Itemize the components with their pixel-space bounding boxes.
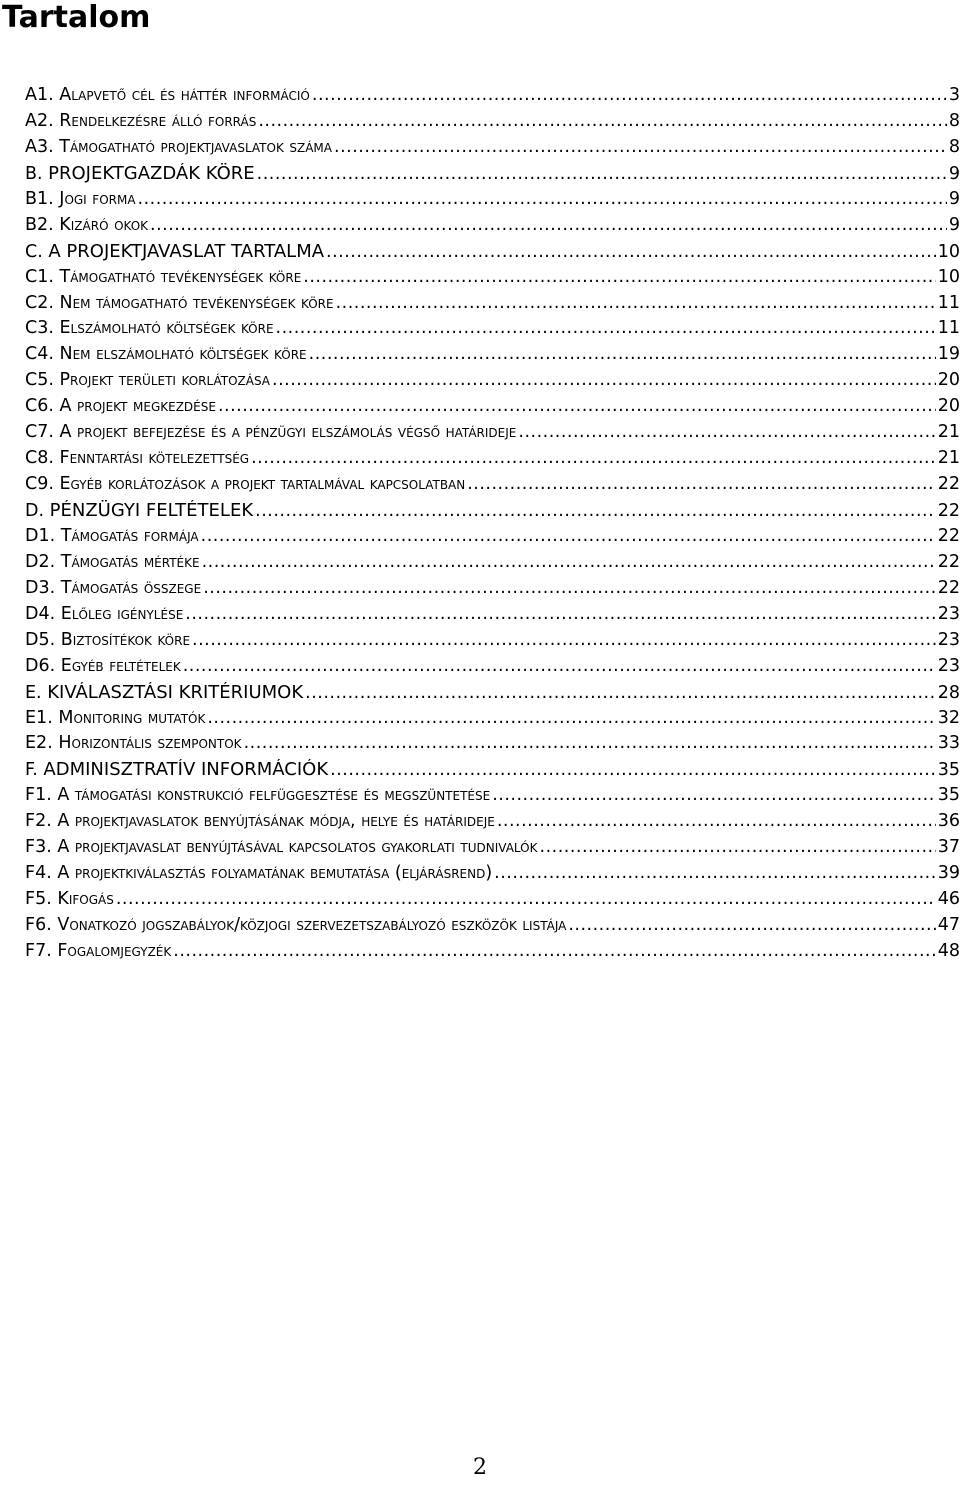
toc-entry-number: E1.: [25, 707, 53, 728]
dot-leader: [258, 111, 947, 131]
toc-entry-number: D3.: [25, 577, 56, 598]
dot-leader: [202, 552, 936, 572]
toc-entry-label: A projektkiválasztás folyamatának bemutatása (eljárásrend): [57, 863, 493, 884]
toc-entry-page: 9: [948, 188, 960, 209]
toc-entry-number: F1.: [25, 785, 52, 806]
toc-entry-label: Támogatható projektjavaslatok száma: [59, 136, 332, 157]
toc-entry-page: 28: [937, 682, 960, 703]
toc-entry-page: 9: [948, 163, 960, 184]
toc-entry-number: C4.: [25, 344, 54, 365]
toc-entry-label: Támogatás formája: [60, 525, 199, 546]
toc-entry-number: F7.: [25, 940, 52, 961]
toc-entry[interactable]: [25, 189, 960, 215]
toc-entry[interactable]: [25, 604, 960, 630]
toc-entry-label: PÉNZÜGYI FELTÉTELEK: [49, 500, 254, 521]
toc-entry[interactable]: [25, 85, 960, 111]
toc-entry-number: F3.: [25, 837, 52, 858]
toc-entry-page: 8: [948, 136, 960, 157]
toc-entry-label: Nem támogatható tevékenységek köre: [59, 292, 334, 313]
toc-entry-label: A projektjavaslatok benyújtásának módja, helye és határideje: [57, 811, 495, 832]
toc-entry-number: C8.: [25, 448, 54, 469]
toc-entry-label: Támogatás összege: [60, 577, 202, 598]
table-of-contents: [25, 85, 960, 967]
dot-leader: [185, 604, 935, 624]
toc-entry-page: 36: [937, 811, 960, 832]
toc-entry-page: 3: [948, 85, 960, 105]
toc-entry[interactable]: [25, 915, 960, 941]
dot-leader: [303, 267, 935, 287]
toc-entry-page: 20: [937, 370, 960, 391]
toc-entry[interactable]: [25, 785, 960, 811]
toc-entry-page: 48: [937, 940, 960, 961]
toc-entry[interactable]: [25, 370, 960, 396]
toc-entry-number: B1.: [25, 188, 54, 209]
toc-entry-number: A3.: [25, 136, 54, 157]
toc-entry-page: 10: [937, 266, 960, 287]
toc-entry-label: Egyéb feltételek: [60, 655, 181, 676]
dot-leader: [305, 683, 936, 703]
toc-entry-number: C2.: [25, 292, 54, 313]
toc-entry[interactable]: [25, 889, 960, 915]
toc-entry[interactable]: [25, 500, 960, 526]
dot-leader: [116, 889, 936, 909]
toc-entry-number: D4.: [25, 603, 56, 624]
toc-entry-number: D6.: [25, 655, 56, 676]
toc-entry[interactable]: [25, 293, 960, 319]
toc-entry-page: 21: [937, 448, 960, 469]
toc-entry-page: 22: [937, 525, 960, 546]
toc-entry-number: C.: [25, 241, 43, 262]
dot-leader: [207, 708, 935, 728]
dot-leader: [309, 344, 936, 364]
dot-leader: [326, 242, 936, 262]
toc-entry-number: C5.: [25, 370, 54, 391]
toc-entry[interactable]: [25, 733, 960, 759]
dot-leader: [467, 474, 935, 494]
toc-entry-label: Támogatás mértéke: [60, 551, 200, 572]
toc-entry[interactable]: [25, 811, 960, 837]
dot-leader: [312, 85, 947, 105]
toc-entry-number: A1.: [25, 85, 54, 105]
toc-entry-page: 9: [948, 214, 960, 235]
dot-leader: [138, 189, 947, 209]
toc-entry-number: C7.: [25, 422, 54, 443]
toc-entry-page: 35: [937, 785, 960, 806]
toc-entry-page: 22: [937, 577, 960, 598]
toc-entry-label: Kifogás: [57, 889, 114, 910]
dot-leader: [183, 656, 936, 676]
toc-entry-number: D1.: [25, 525, 56, 546]
dot-leader: [497, 811, 936, 831]
toc-entry[interactable]: [25, 759, 960, 785]
toc-entry-page: 11: [937, 292, 960, 313]
toc-entry-number: F5.: [25, 889, 52, 910]
toc-entry-label: Nem elszámolható költségek köre: [59, 344, 307, 365]
toc-entry-number: C9.: [25, 474, 54, 495]
page-title: Tartalom: [2, 0, 151, 35]
toc-entry-page: 35: [937, 760, 960, 781]
toc-entry-label: KIVÁLASZTÁSI KRITÉRIUMOK: [47, 681, 304, 703]
toc-entry-label: A projekt befejezése és a pénzügyi elszámolás végső határideje: [59, 422, 517, 443]
dot-leader: [540, 837, 936, 857]
toc-entry-label: ADMINISZTRATÍV INFORMÁCIÓK: [43, 759, 329, 781]
dot-leader: [255, 501, 936, 521]
toc-entry[interactable]: [25, 396, 960, 422]
toc-entry-number: F4.: [25, 863, 52, 884]
toc-entry-number: E.: [25, 682, 42, 703]
toc-entry-label: Fogalomjegyzék: [57, 940, 172, 961]
toc-entry-number: C3.: [25, 318, 54, 339]
toc-entry[interactable]: [25, 630, 960, 656]
toc-entry-page: 22: [937, 551, 960, 572]
toc-entry[interactable]: [25, 267, 960, 293]
toc-entry[interactable]: [25, 578, 960, 604]
toc-entry[interactable]: [25, 448, 960, 474]
dot-leader: [203, 578, 936, 598]
toc-entry[interactable]: [25, 422, 960, 448]
toc-entry[interactable]: [25, 941, 960, 967]
dot-leader: [272, 370, 936, 390]
toc-entry-label: Biztosítékok köre: [60, 629, 191, 650]
dot-leader: [257, 164, 947, 184]
toc-entry-page: 23: [937, 603, 960, 624]
dot-leader: [251, 448, 936, 468]
toc-entry-label: Vonatkozó jogszabályok/közjogi szervezetszabályozó eszközök listája: [57, 915, 567, 935]
dot-leader: [150, 215, 947, 235]
dot-leader: [336, 293, 936, 313]
toc-entry[interactable]: [25, 318, 960, 344]
toc-entry-label: Projekt területi korlátozása: [59, 370, 271, 391]
toc-entry-number: A2.: [25, 110, 54, 131]
toc-entry[interactable]: [25, 552, 960, 578]
toc-entry-label: Egyéb korlátozások a projekt tartalmával kapcsolatban: [59, 474, 466, 495]
toc-entry-page: 22: [937, 474, 960, 495]
toc-entry-page: 11: [937, 318, 960, 339]
toc-entry-page: 20: [937, 396, 960, 417]
toc-entry[interactable]: [25, 474, 960, 500]
toc-entry-label: Rendelkezésre álló forrás: [59, 110, 257, 131]
toc-entry-label: Jogi forma: [59, 188, 136, 209]
dot-leader: [276, 318, 936, 338]
toc-entry-label: PROJEKTGAZDÁK KÖRE: [48, 162, 255, 184]
toc-entry-label: Kizáró okok: [59, 214, 149, 235]
toc-entry-number: C6.: [25, 396, 54, 417]
toc-entry[interactable]: [25, 526, 960, 552]
dot-leader: [244, 733, 936, 753]
toc-entry-label: Alapvető cél és háttér információ: [59, 85, 310, 105]
toc-entry-label: Monitoring mutatók: [58, 707, 206, 728]
toc-entry-number: E2.: [25, 733, 53, 754]
dot-leader: [334, 137, 947, 157]
toc-entry-page: 10: [937, 241, 960, 262]
toc-entry-label: Fenntartási kötelezettség: [59, 448, 250, 469]
dot-leader: [568, 915, 935, 935]
toc-entry[interactable]: [25, 111, 960, 137]
toc-entry[interactable]: [25, 863, 960, 889]
toc-entry[interactable]: [25, 241, 960, 267]
page-number: 2: [473, 1455, 487, 1480]
toc-entry-number: B2.: [25, 214, 54, 235]
toc-entry-label: A PROJEKTJAVASLAT TARTALMA: [48, 240, 325, 262]
toc-entry-number: D.: [25, 501, 45, 521]
toc-entry-number: D5.: [25, 629, 56, 650]
toc-entry[interactable]: [25, 708, 960, 734]
dot-leader: [518, 422, 935, 442]
toc-entry-page: 33: [937, 733, 960, 754]
toc-entry[interactable]: [25, 215, 960, 241]
toc-entry-page: 46: [937, 889, 960, 910]
toc-entry-page: 37: [937, 837, 960, 858]
toc-entry-page: 32: [937, 707, 960, 728]
dot-leader: [492, 785, 936, 805]
toc-entry-label: A támogatási konstrukció felfüggesztése és megszüntetése: [57, 785, 491, 806]
toc-entry-number: F6.: [25, 915, 52, 935]
toc-entry-number: F2.: [25, 811, 52, 832]
toc-entry[interactable]: [25, 682, 960, 708]
toc-entry-number: B.: [25, 163, 43, 184]
toc-entry-label: A projekt megkezdése: [59, 396, 216, 417]
toc-entry-number: C1.: [25, 266, 54, 287]
toc-entry-page: 22: [937, 501, 960, 521]
toc-entry-page: 23: [937, 629, 960, 650]
toc-entry-number: D2.: [25, 551, 56, 572]
toc-entry-page: 21: [937, 422, 960, 443]
toc-entry-page: 23: [937, 655, 960, 676]
toc-entry-label: Előleg igénylése: [60, 603, 184, 624]
toc-entry-page: 19: [937, 344, 960, 365]
toc-entry[interactable]: [25, 137, 960, 163]
toc-entry-page: 39: [937, 863, 960, 884]
toc-entry[interactable]: [25, 656, 960, 682]
toc-entry-label: Elszámolható költségek köre: [59, 318, 274, 339]
toc-entry-label: Horizontális szempontok: [58, 733, 242, 754]
toc-entry-label: A projektjavaslat benyújtásával kapcsolatos gyakorlati tudnivalók: [57, 837, 538, 858]
dot-leader: [173, 941, 935, 961]
toc-entry-label: Támogatható tevékenységek köre: [59, 266, 302, 287]
dot-leader: [192, 630, 936, 650]
dot-leader: [201, 526, 936, 546]
dot-leader: [330, 760, 936, 780]
toc-entry-page: 8: [948, 110, 960, 131]
toc-entry[interactable]: [25, 344, 960, 370]
dot-leader: [218, 396, 936, 416]
dot-leader: [494, 863, 936, 883]
toc-entry-page: 47: [937, 915, 960, 935]
toc-entry-number: F.: [25, 760, 38, 781]
toc-entry[interactable]: [25, 163, 960, 189]
toc-entry[interactable]: [25, 837, 960, 863]
